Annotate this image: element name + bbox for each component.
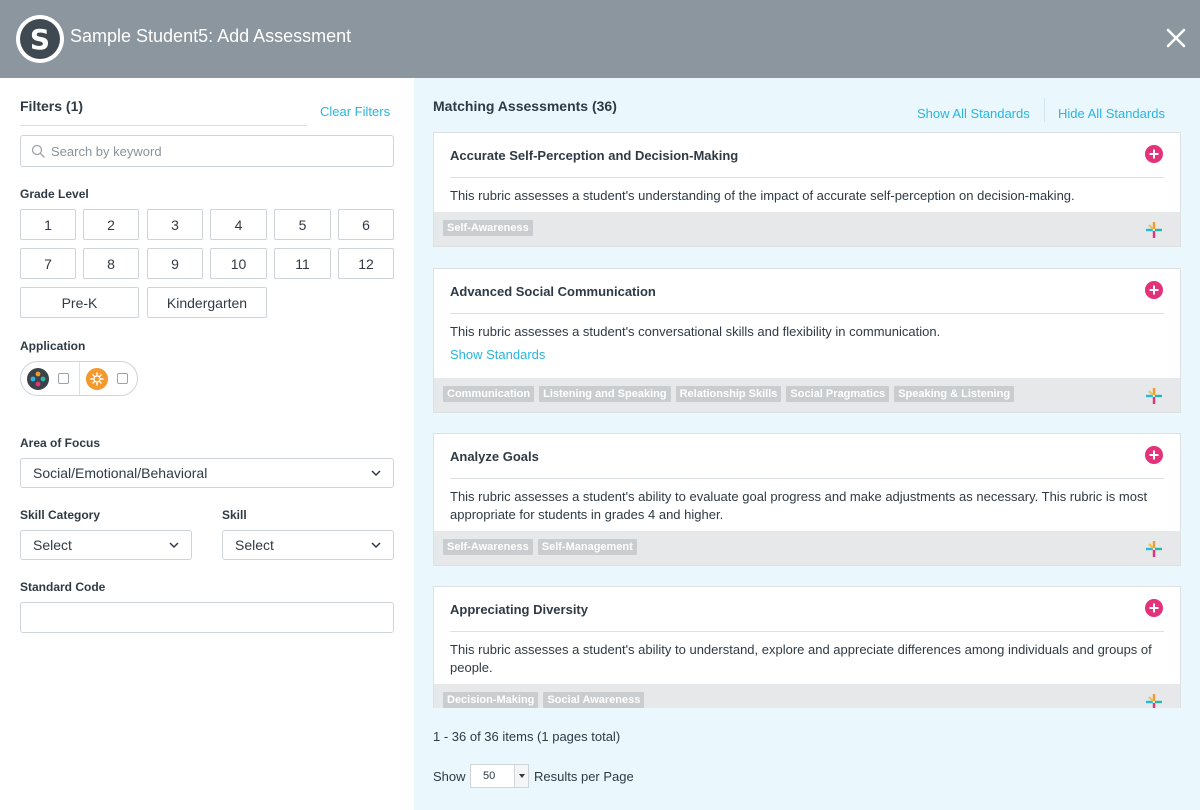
tag-list <box>443 692 644 708</box>
grade-button-9[interactable]: 9 <box>147 248 203 279</box>
card-divider <box>450 631 1164 632</box>
area-of-focus-value: Social/Emotional/Behavioral <box>33 465 208 481</box>
tag-list <box>443 220 533 236</box>
spinner-arrow[interactable] <box>514 765 528 787</box>
show-standards-link[interactable]: Show Standards <box>450 347 546 362</box>
search-input[interactable] <box>51 144 371 159</box>
modal-header <box>0 0 1200 78</box>
grade-button-12[interactable]: 12 <box>338 248 394 279</box>
assessment-description: This rubric assesses a student's conversational skills and flexibility in communication. <box>450 324 941 339</box>
assessment-description: This rubric assesses a student's ability to understand, explore and appreciate differences among individuals and groups of people. <box>450 642 1152 675</box>
skill-category-label: Skill Category <box>20 508 101 522</box>
casel-wheel-icon <box>1145 221 1163 239</box>
grade-button-7[interactable]: 7 <box>20 248 76 279</box>
application-1-checkbox[interactable] <box>58 373 69 384</box>
tag: Social Awareness <box>543 692 644 708</box>
tag-list <box>443 539 637 555</box>
filters-title: Filters (1) <box>20 98 84 114</box>
assessment-title: Accurate Self-Perception and Decision-Making <box>450 148 739 163</box>
chevron-down-icon <box>371 469 381 477</box>
assessment-card <box>433 433 1181 566</box>
show-label: Show <box>433 769 466 784</box>
add-circle-icon[interactable] <box>1145 281 1163 299</box>
matching-assessments-title: Matching Assessments (36) <box>433 98 617 114</box>
assessment-description: This rubric assesses a student's understanding of the impact of accurate self-perception on decision-making. <box>450 188 1075 203</box>
tag: Self-Awareness <box>443 220 533 236</box>
chevron-down-icon <box>371 541 381 549</box>
assessment-card <box>433 132 1181 247</box>
grade-button-2[interactable]: 2 <box>83 209 139 240</box>
results-per-page-select[interactable] <box>470 764 529 788</box>
tag: Self-Awareness <box>443 539 533 555</box>
pagination-summary: 1 - 36 of 36 items (1 pages total) <box>433 729 621 744</box>
assessment-card <box>433 268 1181 413</box>
grade-button-1[interactable]: 1 <box>20 209 76 240</box>
area-of-focus-label: Area of Focus <box>20 436 101 450</box>
application-selector <box>20 361 138 396</box>
skill-value: Select <box>235 537 274 553</box>
card-divider <box>450 177 1164 178</box>
tag: Relationship Skills <box>676 386 782 402</box>
skill-label: Skill <box>222 508 247 522</box>
tag: Self-Management <box>538 539 637 555</box>
grade-button-11[interactable]: 11 <box>274 248 331 279</box>
tag-bar <box>434 684 1180 708</box>
grade-button-5[interactable]: 5 <box>274 209 331 240</box>
application-2-checkbox[interactable] <box>117 373 128 384</box>
tag: Communication <box>443 386 534 402</box>
standards-links-divider <box>1044 98 1045 122</box>
skill-category-select[interactable] <box>20 530 192 560</box>
assessment-title: Appreciating Diversity <box>450 602 588 617</box>
assessment-title: Advanced Social Communication <box>450 284 656 299</box>
filters-divider <box>20 125 307 126</box>
application-label: Application <box>20 339 86 353</box>
grade-button-kindergarten[interactable]: Kindergarten <box>147 287 267 318</box>
application-2-icon <box>86 368 108 390</box>
grade-button-3[interactable]: 3 <box>147 209 203 240</box>
application-divider <box>79 362 80 395</box>
card-divider <box>450 313 1164 314</box>
skill-select[interactable] <box>222 530 394 560</box>
assessment-description: This rubric assesses a student's ability to evaluate goal progress and make adjustments as necessary. This rubric is most appropriate for students in grades 4 and higher. <box>450 489 1148 522</box>
clear-filters-link[interactable]: Clear Filters <box>320 104 391 119</box>
results-panel <box>414 78 1200 810</box>
add-circle-icon[interactable] <box>1145 145 1163 163</box>
casel-wheel-icon <box>1145 387 1163 405</box>
search-field[interactable] <box>20 135 394 167</box>
skill-category-value: Select <box>33 537 72 553</box>
results-per-page-label: Results per Page <box>534 769 634 784</box>
standard-code-label: Standard Code <box>20 580 106 594</box>
tag: Listening and Speaking <box>539 386 670 402</box>
assessment-list[interactable] <box>433 132 1182 708</box>
modal-title: Sample Student5: Add Assessment <box>70 26 352 46</box>
chevron-down-icon <box>515 765 529 787</box>
grade-level-label: Grade Level <box>20 187 89 201</box>
grade-button-4[interactable]: 4 <box>210 209 267 240</box>
assessment-title: Analyze Goals <box>450 449 539 464</box>
tag: Decision-Making <box>443 692 538 708</box>
assessment-card <box>433 586 1181 708</box>
tag-bar <box>434 531 1180 565</box>
add-circle-icon[interactable] <box>1145 599 1163 617</box>
hide-all-standards-link[interactable]: Hide All Standards <box>1058 106 1165 121</box>
grade-button-pre-k[interactable]: Pre-K <box>20 287 139 318</box>
application-1-icon <box>27 368 49 390</box>
search-icon <box>31 144 45 158</box>
per-page-value: 50 <box>483 770 496 782</box>
card-divider <box>450 478 1164 479</box>
area-of-focus-select[interactable] <box>20 458 394 488</box>
chevron-down-icon <box>169 541 179 549</box>
app-logo <box>16 15 64 63</box>
logo-letter: S <box>20 19 60 59</box>
tag: Speaking & Listening <box>894 386 1014 402</box>
tag-bar <box>434 212 1180 246</box>
close-icon[interactable] <box>1164 26 1188 50</box>
tag: Social Pragmatics <box>786 386 889 402</box>
add-circle-icon[interactable] <box>1145 446 1163 464</box>
tag-bar <box>434 378 1180 412</box>
show-all-standards-link[interactable]: Show All Standards <box>917 106 1030 121</box>
grade-button-6[interactable]: 6 <box>338 209 394 240</box>
casel-wheel-icon <box>1145 540 1163 558</box>
grade-button-8[interactable]: 8 <box>83 248 139 279</box>
casel-wheel-icon <box>1145 693 1163 708</box>
grade-button-10[interactable]: 10 <box>210 248 267 279</box>
standard-code-input[interactable] <box>20 602 394 633</box>
tag-list <box>443 386 1014 402</box>
filter-panel <box>0 78 414 810</box>
